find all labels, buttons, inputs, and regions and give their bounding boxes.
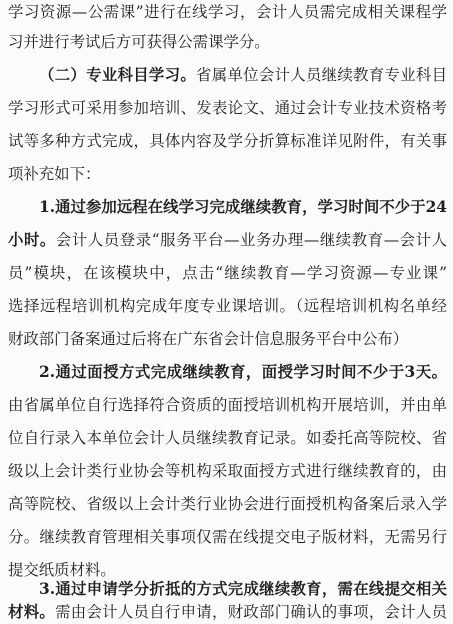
- text-run: 学习资源—公需课”进行在线学习，会计人员需完成相关课程学: [8, 3, 447, 21]
- text-line-2: [8, 30, 447, 54]
- text-run: 级以上会计类行业协会等机构采取面授方式进行继续教育的，由: [8, 462, 447, 480]
- text-line-8: [8, 228, 447, 252]
- item-heading: 材料。: [8, 603, 56, 621]
- text-run: 学习形式可采用参加培训、发表论文、通过会计专业技术资格考: [8, 99, 447, 117]
- text-run: 项补充如下：: [8, 165, 101, 183]
- text-run: 试等多种方式完成，具体内容及学分折算标准详见附件，有关事: [8, 132, 447, 150]
- text-run: 需由会计人员自行申请，财政部门确认的事项，会计人员: [55, 603, 447, 621]
- text-line-16: [8, 492, 447, 516]
- text-run: 提交纸质材料。: [8, 561, 116, 579]
- text-line-14: [8, 426, 447, 450]
- text-line-3: [8, 63, 447, 87]
- text-line-1: [8, 0, 447, 24]
- text-run: 习并进行考试后方可获得公需课学分。: [8, 33, 270, 51]
- text-line-17: [8, 525, 447, 549]
- item-heading: 1.通过参加远程在线学习完成继续教育，学习时间不少于24: [39, 198, 447, 216]
- text-run: 高等院校、省级以上会计类行业协会进行面授机构备案后录入学: [8, 495, 447, 513]
- text-run: 会计人员登录“服务平台—业务办理—继续教育—会计人: [55, 231, 447, 249]
- text-line-5: [8, 129, 447, 153]
- text-line-4: [8, 96, 447, 120]
- text-run: 员”模块，在该模块中，点击“继续教育—学习资源—专业课”: [8, 264, 447, 282]
- text-run: 位自行录入本单位会计人员继续教育记录。如委托高等院校、省: [8, 429, 447, 447]
- text-line-13: [8, 393, 447, 417]
- text-line-9: [8, 261, 447, 285]
- text-line-19: [8, 577, 447, 601]
- text-run: 财政部门备案通过后将在广东省会计信息服务平台中公布）: [8, 330, 409, 348]
- text-line-12: [8, 360, 447, 384]
- text-line-6: [8, 162, 447, 186]
- text-run: 由省属单位自行选择符合资质的面授培训机构开展培训，并由单: [8, 396, 447, 414]
- text-line-20: [8, 600, 447, 624]
- item-heading: 3.通过申请学分折抵的方式完成继续教育，需在线提交相关: [39, 580, 447, 598]
- text-run: 省属单位会计人员继续教育专业科目: [196, 66, 447, 84]
- text-line-7: [8, 195, 447, 219]
- item-heading: 2.通过面授方式完成继续教育，面授学习时间不少于3天。: [39, 363, 447, 381]
- text-line-15: [8, 459, 447, 483]
- text-line-10: [8, 294, 447, 318]
- text-run: 分。继续教育管理相关事项仅需在线提交电子版材料，无需另行: [8, 528, 447, 546]
- section-heading: （二）专业科目学习。: [39, 66, 197, 84]
- text-line-11: [8, 327, 447, 351]
- text-run: 选择远程培训机构完成年度专业课培训。（远程培训机构名单经: [8, 297, 447, 315]
- item-heading: 小时。: [8, 231, 56, 249]
